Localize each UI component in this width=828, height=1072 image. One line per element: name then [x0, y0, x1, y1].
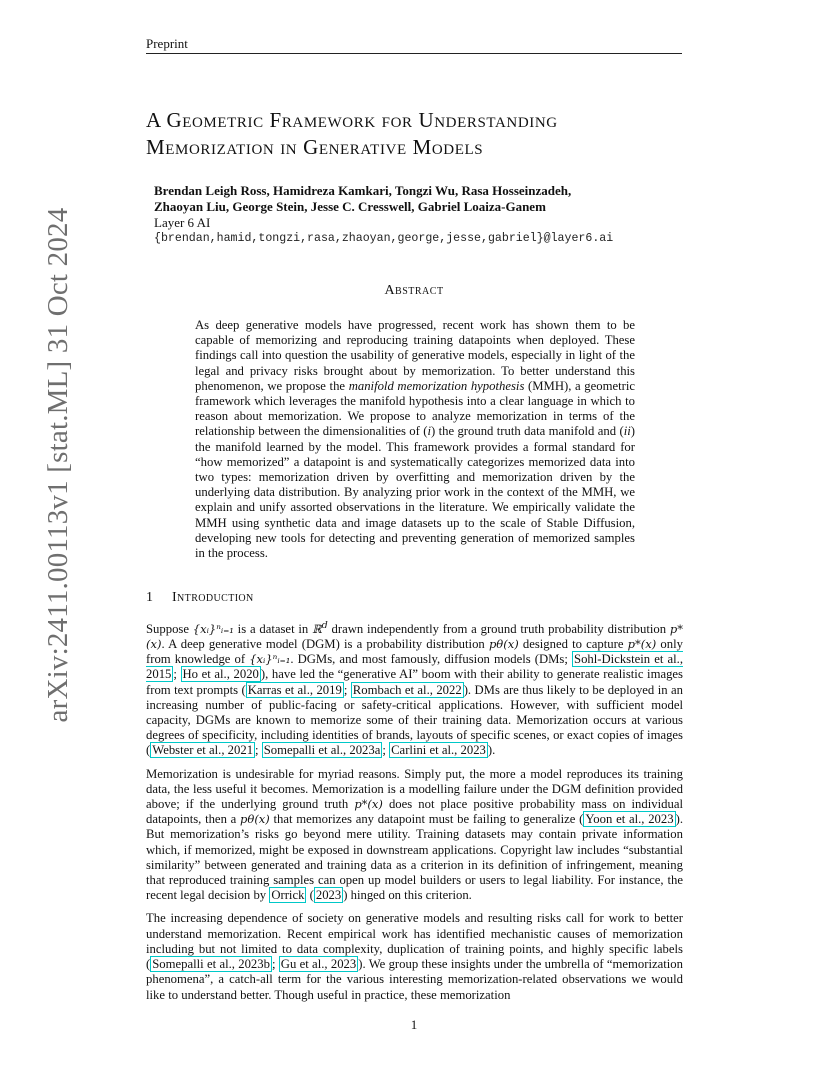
text: ), have led the “generative AI” boom with their ability to generate realistic images from text prompts (: [146, 667, 683, 697]
citation-link[interactable]: Somepalli et al., 2023b: [152, 957, 270, 972]
text: Suppose: [146, 621, 193, 636]
text: ;: [271, 957, 279, 972]
math-real: ℝ: [312, 621, 322, 636]
text: designed to capture: [518, 637, 628, 652]
header-rule: [146, 53, 682, 54]
section-title: Introduction: [172, 590, 254, 605]
title-line-2: Memorization in Generative Models: [146, 135, 484, 159]
affiliation: Layer 6 AI: [154, 215, 211, 230]
citation-link[interactable]: Gu et al., 2023: [280, 957, 357, 972]
text: ). But memorization’s risks go beyond mere utility. Training datasets may contain private information which, if memorized, might be exposed in downstream applications. Copyright law includes “substantial similarity” between generated and training data as a criterion in its definition of infringement, meaning that reproduced training samples can open up model builders or users to legal liability. For instance, the recent legal decision by: [146, 812, 683, 903]
text: is a dataset in: [233, 621, 313, 636]
text: drawn independently from a ground truth probability distribution: [327, 621, 670, 636]
abstract-enum-ii: ii: [623, 424, 631, 439]
citation-link[interactable]: Carlini et al., 2023: [391, 743, 486, 758]
text: ;: [382, 743, 390, 758]
text: . A deep generative model (DGM) is a probability distribution: [161, 637, 489, 652]
text: ;: [343, 682, 351, 697]
text: ) hinged on this criterion.: [343, 888, 472, 903]
text: (: [306, 888, 314, 903]
abstract-text: ) the manifold learned by the model. This framework provides a formal standard for “how memorized” a datapoint is and systematically categorizes memorized data into two types: memorization driven by overfitting and memorization driven by the underlying data distribution. By analyzing prior work in the context of the MMH, we explain and unify assorted observations in the literature. We empirically validate the MMH using synthetic data and image datasets up to the scale of Stable Diffusion, developing new tools for detecting and preventing generation of memorized samples in the process.: [195, 424, 635, 561]
header-label: Preprint: [146, 36, 188, 51]
title-line-1: A Geometric Framework for Understanding: [146, 108, 558, 132]
math-pstar: p*(x): [146, 621, 683, 652]
page-header: [146, 36, 682, 54]
author-names-line-2: Zhaoyan Liu, George Stein, Jesse C. Cresswell, Gabriel Loaiza-Ganem: [154, 199, 546, 214]
paragraph-2: [146, 767, 683, 904]
abstract-enum-i: i: [427, 424, 431, 439]
citation-link[interactable]: 2023: [315, 888, 342, 903]
section-number: 1: [146, 590, 153, 605]
text: . DGMs, and most famously, diffusion models (DMs;: [290, 652, 573, 667]
abstract-emphasis: manifold memorization hypothesis: [348, 378, 525, 393]
abstract-heading: Abstract: [384, 283, 444, 298]
paper-title: [146, 107, 706, 161]
citation-link[interactable]: Orrick: [271, 888, 305, 903]
math-ptheta: pθ(x): [240, 812, 270, 827]
abstract-text: (MMH), a geometric framework which leverages the manifold hypothesis into a clear language in which to reason about memorization. We propose to analyze memorization in terms of the relationship between the dimensionalities of (: [195, 378, 635, 439]
math-ptheta: pθ(x): [488, 637, 519, 652]
abstract-text: ) the ground truth data manifold and (: [431, 424, 624, 439]
text: ).: [487, 743, 496, 758]
page-number: 1: [410, 1017, 418, 1032]
math-real-space: [312, 622, 328, 636]
text: Memorization is undesirable for myriad reasons. Simply put, the more a model reproduces its training data, the less useful it becomes. Memorization is a modelling failure under the DGM definition provided above; if the underlying ground truth: [146, 766, 683, 812]
text: ). We group these insights under the umbrella of “memorization phenomena”, a catch-all term for the various interesting memorization-related observations we would like to understand better. Though useful in practice, these memorization: [146, 957, 683, 1002]
body-text: [146, 618, 683, 1011]
text: ). DMs are thus likely to be deployed in an increasing number of public-facing or safety-critical applications. However, with sufficient model capacity, DGMs are known to memorize some of their training data. Memorization occurs at various degrees of specificity, including identities of brands, layouts of specific scenes, or exact copies of images (: [146, 682, 683, 758]
paragraph-3: [146, 911, 683, 1002]
math-pstar: p*(x): [354, 797, 383, 812]
citation-link[interactable]: Ho et al., 2020: [182, 667, 259, 682]
author-block: [154, 183, 674, 247]
math-dim: d: [321, 620, 328, 631]
section-heading: [146, 590, 254, 606]
text: does not place positive probability mass on individual datapoints, then a: [146, 797, 683, 827]
math-pstar: p*(x): [627, 637, 657, 652]
citation-link[interactable]: Somepalli et al., 2023a: [263, 743, 381, 758]
math-dataset: {xᵢ}ⁿᵢ₌₁: [192, 621, 234, 636]
text: only from knowledge of: [146, 637, 683, 667]
abstract-body: [195, 318, 635, 561]
text: ;: [255, 743, 262, 758]
citation-link[interactable]: Sohl-Dickstein et al., 2015: [146, 652, 684, 682]
text: that memorizes any datapoint must be failing to generalize (: [269, 812, 584, 827]
text: ;: [173, 667, 181, 682]
paragraph-1: [146, 618, 683, 759]
citation-link[interactable]: Yoon et al., 2023: [585, 812, 674, 827]
author-emails: {brendan,hamid,tongzi,rasa,zhaoyan,george,jesse,gabriel}@layer6.ai: [154, 232, 614, 245]
author-names-line-1: Brendan Leigh Ross, Hamidreza Kamkari, Tongzi Wu, Rasa Hosseinzadeh,: [154, 183, 572, 198]
arxiv-side-identifier: arXiv:2411.00113v1 [stat.ML] 31 Oct 2024: [42, 207, 74, 723]
text: The increasing dependence of society on generative models and resulting risks call for work to better understand memorization. Recent empirical work has identified mechanistic causes of memorization including but not limited to data complexity, duplication of training points, and highly specific labels (: [146, 911, 683, 972]
math-dataset: {xᵢ}ⁿᵢ₌₁: [249, 652, 291, 667]
citation-link[interactable]: Webster et al., 2021: [152, 743, 254, 758]
abstract-text: As deep generative models have progressed, recent work has shown them to be capable of memorizing and reproducing training datapoints when deployed. These findings call into question the usability of generative models, especially in light of the legal and privacy risks brought about by memorization. To better understand this phenomenon, we propose the: [195, 318, 635, 393]
citation-link[interactable]: Karras et al., 2019: [247, 682, 342, 697]
citation-link[interactable]: Rombach et al., 2022: [352, 682, 462, 697]
